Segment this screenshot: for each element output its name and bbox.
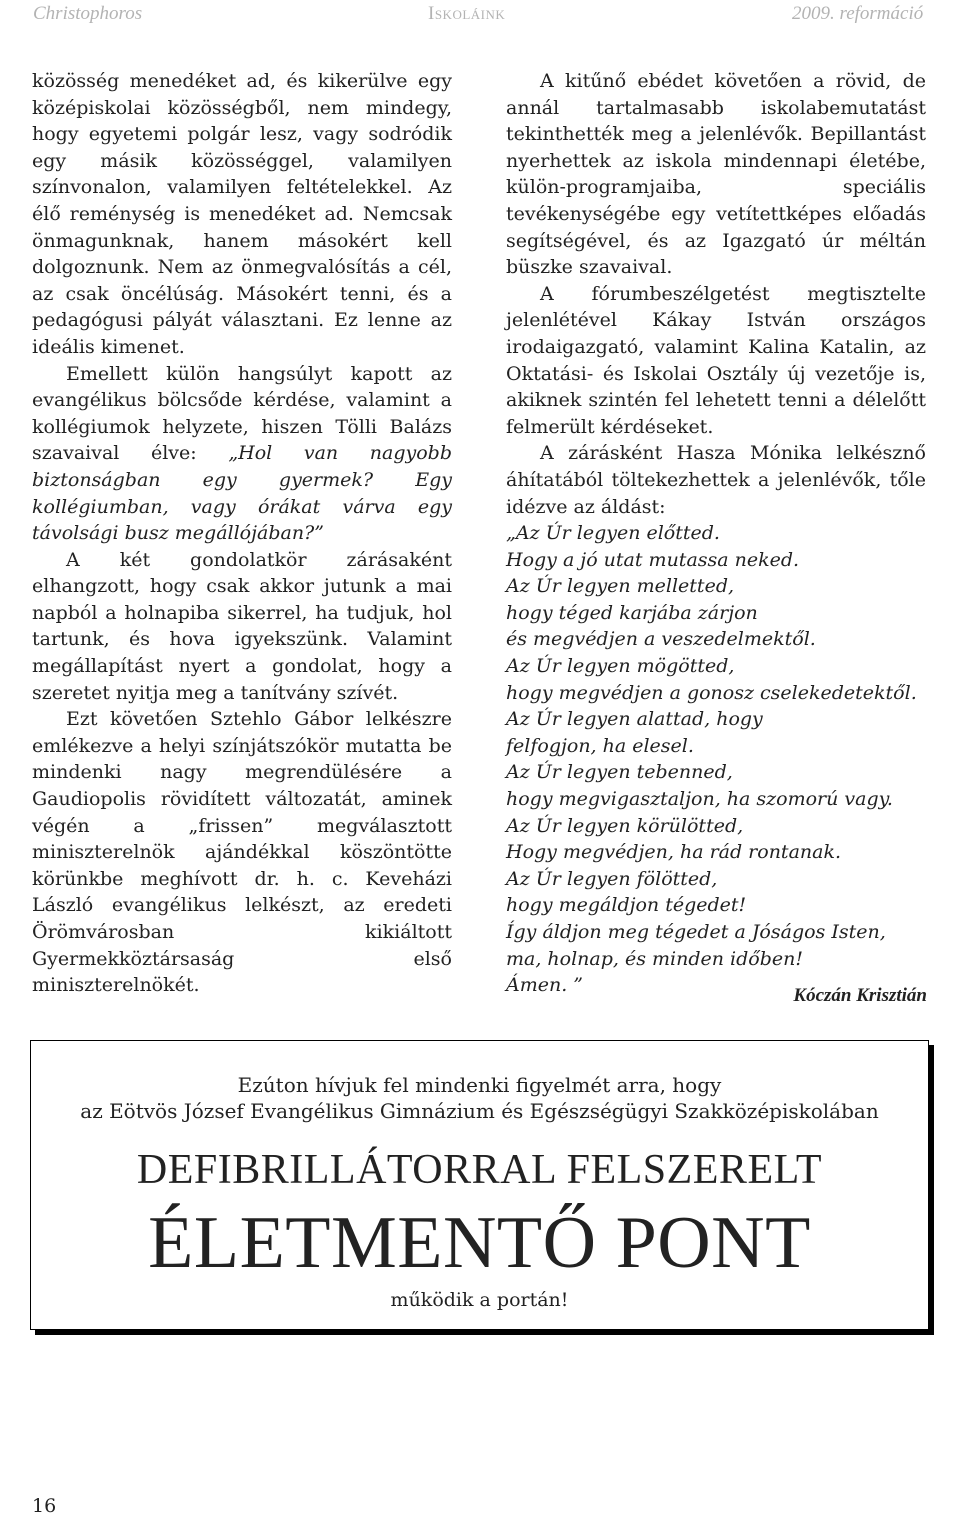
left-column: [32, 68, 452, 999]
notice-main-headline: ÉLETMENTŐ PONT: [148, 1202, 811, 1284]
paragraph: A fórumbeszélgetést megtisztelte jelenlétével Kákay István országos irodaigazgató, valamint Kalina Katalin, az Oktatási- és Iskolai Osztály új vezetője is, akiknek szintén fel lehetett tenni a délelőtt felmerült kérdéseket.: [506, 282, 926, 438]
prayer-line: Az Úr legyen fölötted,: [506, 867, 718, 890]
paragraph-text: Emellett külön hangsúlyt kapott az evangélikus bölcsőde kérdése, valamint a kollégiumok helyzete, hiszen Tölli Balázs szavaival élve:: [32, 362, 452, 465]
prayer-line: Hogy a jó utat mutassa neked.: [506, 548, 800, 571]
author-signature: Kóczán Krisztián: [793, 985, 927, 1006]
prayer-line: Az Úr legyen melletted,: [506, 575, 735, 598]
prayer-line: hogy megáldjon tégedet!: [506, 894, 747, 917]
paragraph: közösség menedéket ad, és kikerülve egy középiskolai közösségből, nem mindegy, hogy egyetemi polgár lesz, vagy sodródik egy másik közösséggel, valamilyen színvonalon, valamilyen feltételekkel. Az élő reménység is menedéket ad. Nemcsak önmagunknak, hanem másokért kell dolgoznunk. Nem az önmegvalósítás a cél, az csak öncélúság. Másokért tenni, és a pedagógusi pályát választani. Ez lenne az ideális kimenet.: [32, 70, 452, 358]
quote: „Hol van nagyobb biztonságban egy gyermek? Egy kollégiumban, vagy órákat várva egy távolsági busz megállójában?”: [32, 442, 452, 545]
prayer-line: hogy téged karjába zárjon: [506, 601, 758, 624]
paragraph: Ezt követően Sztehlo Gábor lelkészre emlékezve a helyi színjátszókör mutatta be mindenki nagy megrendülésére a Gaudiopolis rövidített változatát, aminek végén a „frissen” megválasztott miniszterelnök ajándékkal köszöntötte körünkbe meghívott dr. h. c. Keveházi László evangélikus lelkészt, az eredeti Örömvárosban kikiáltott Gyermekköztársaság első miniszterelnökét.: [32, 708, 452, 997]
prayer-line: Az Úr legyen mögötted,: [506, 655, 735, 678]
page-number: 16: [32, 1495, 57, 1517]
notice-school-line: az Eötvös József Evangélikus Gimnázium és Egészségügyi Szakközépiskolában: [80, 1099, 879, 1123]
notice-footer: működik a portán!: [390, 1289, 569, 1311]
prayer-line: Hogy megvédjen, ha rád rontanak.: [506, 841, 842, 864]
notice-headline: DEFIBRILLÁTORRAL FELSZERELT: [136, 1147, 823, 1193]
paragraph: A zárásként Hasza Mónika lelkésznő áhítatából töltekezhettek a jelenlévők, tőle idézve az áldást:: [506, 442, 926, 518]
paragraph: A két gondolatkör zárásaként elhangzott, hogy csak akkor jutunk a mai napból a holnapiba sikerrel, ha tudjuk, hol tartunk, és hova igyekszünk. Valamint megállapítást nyert a gondolat, hogy a szeretet nyitja meg a tanítvány szívét.: [32, 548, 452, 704]
header-section-title: Iskoláink: [428, 3, 506, 24]
prayer-line: Ámen. ”: [506, 974, 584, 997]
prayer-line: Az Úr legyen tebenned,: [506, 761, 733, 784]
prayer-line: és megvédjen a veszedelmektől.: [506, 628, 816, 651]
notice-intro-line: Ezúton hívjuk fel mindenki figyelmét arra, hogy: [237, 1073, 722, 1097]
page-header: [0, 0, 960, 28]
header-magazine-title: Christophoros: [33, 3, 143, 24]
prayer-line: Az Úr legyen alattad, hogy: [506, 708, 763, 731]
prayer-line: „Az Úr legyen előtted.: [506, 522, 720, 545]
header-issue-label: 2009. reformáció: [792, 3, 924, 24]
prayer-line: ma, holnap, és minden időben!: [506, 947, 803, 970]
blessing-prayer: [506, 520, 926, 999]
prayer-line: hogy megvédjen a gonosz cselekedetektől.: [506, 681, 917, 704]
prayer-line: felfogjon, ha elesel.: [506, 734, 694, 757]
prayer-line: Így áldjon meg tégedet a Jóságos Isten,: [506, 921, 886, 943]
defibrillator-notice-box: [30, 1040, 929, 1330]
right-column: [506, 68, 926, 999]
paragraph: [32, 361, 452, 547]
prayer-line: hogy megvigasztaljon, ha szomorú vagy.: [506, 788, 893, 811]
paragraph: A kitűnő ebédet követően a rövid, de annál tartalmasabb iskolabemutatást tekinthették meg a jelenlévők. Bepillantást nyerhettek az iskola mindennapi életébe, külön-programjaiba, speciális tevékenységébe egy vetítettképes előadás segítségével, és az Igazgató úr méltán büszke szavaival.: [506, 70, 926, 279]
prayer-line: Az Úr legyen körülötted,: [506, 814, 744, 837]
